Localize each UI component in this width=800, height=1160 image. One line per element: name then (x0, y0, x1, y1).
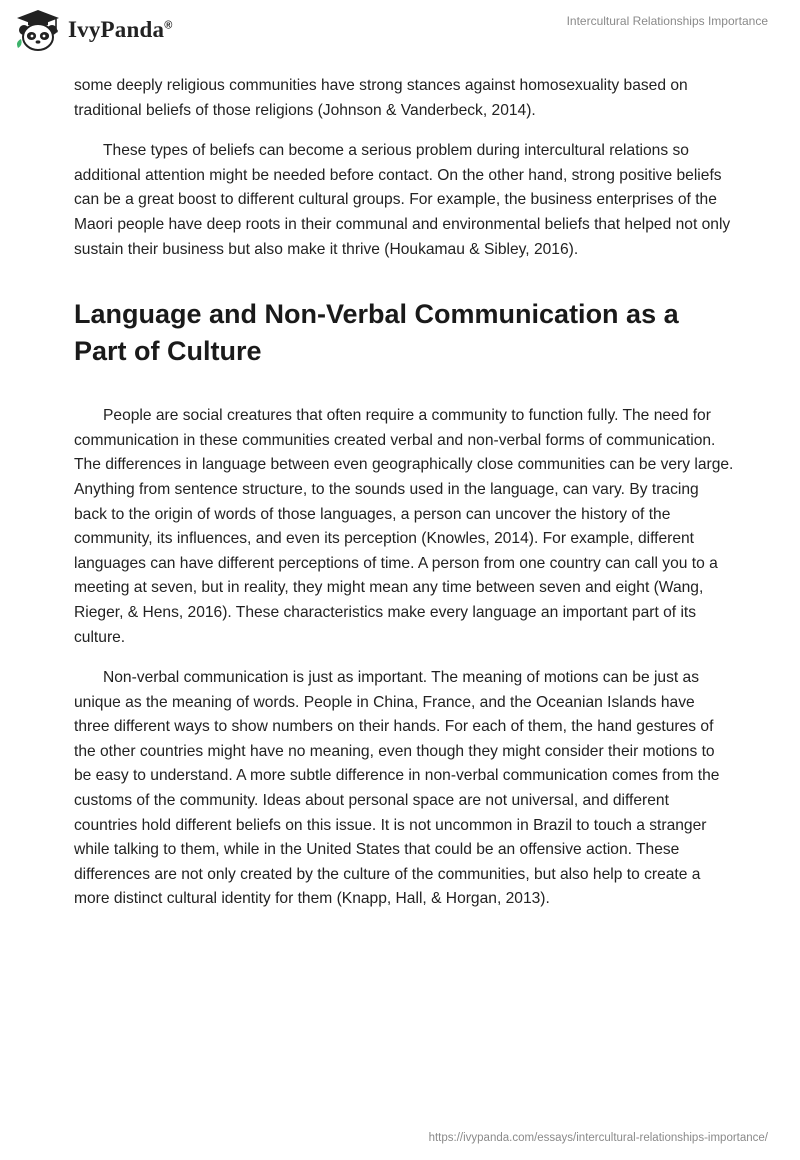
essay-content (74, 74, 734, 928)
page-header (0, 0, 800, 64)
panda-graduate-icon (14, 8, 62, 52)
registered-mark: ® (164, 19, 173, 32)
ivypanda-logo[interactable] (14, 8, 173, 52)
brand-name: IvyPanda® (68, 17, 173, 42)
paragraph-4: Non-verbal communication is just as important. The meaning of motions can be just as unique as the meaning of words. People in China, France, and the Oceanian Islands have three different ways to show numbers on their hands. For each of them, the hand gestures of the other countries might have no meaning, even though they might consider their motions to be easy to understand. A more subtle difference in non-verbal communication comes from the customs of the community. Ideas about personal space are not universal, and different countries hold different beliefs on this issue. It is not uncommon in Brazil to touch a stranger while talking to them, while in the United States that could be an offensive action. These differences are not only created by the culture of the communities, but also help to create a more distinct cultural identity for them (Knapp, Hall, & Horgan, 2013). (74, 669, 720, 908)
page-title: Intercultural Relationships Importance (566, 14, 768, 28)
paragraph-1: some deeply religious communities have strong stances against homosexuality based on traditional beliefs of those religions (Johnson & Vanderbeck, 2014). (74, 77, 688, 119)
section-heading: Language and Non-Verbal Communication as a Part of Culture (74, 299, 679, 367)
source-url[interactable]: https://ivypanda.com/essays/intercultural-relationships-importance/ (428, 1132, 768, 1144)
paragraph-2: These types of beliefs can become a serious problem during intercultural relations so additional attention might be needed before contact. On the other hand, strong positive beliefs can be a great boost to different cultural groups. For example, the business enterprises of the Maori people have deep roots in their communal and environmental beliefs that helped not only sustain their business but also make it thrive (Houkamau & Sibley, 2016). (74, 142, 731, 258)
paragraph-3: People are social creatures that often require a community to function fully. The need for communication in these communities created verbal and non-verbal forms of communication. The differences in language between even geographically close communities can be very large. Anything from sentence structure, to the sounds used in the language, can vary. By tracing back to the origin of words of those languages, a person can uncover the history of the community, its influences, and even its perception (Knowles, 2014). For example, different languages can have different perceptions of time. A person from one country can call you to a meeting at seven, but in reality, they might mean any time between seven and eight (Wang, Rieger, & Hens, 2016). These characteristics make every language an important part of its culture. (74, 407, 734, 646)
